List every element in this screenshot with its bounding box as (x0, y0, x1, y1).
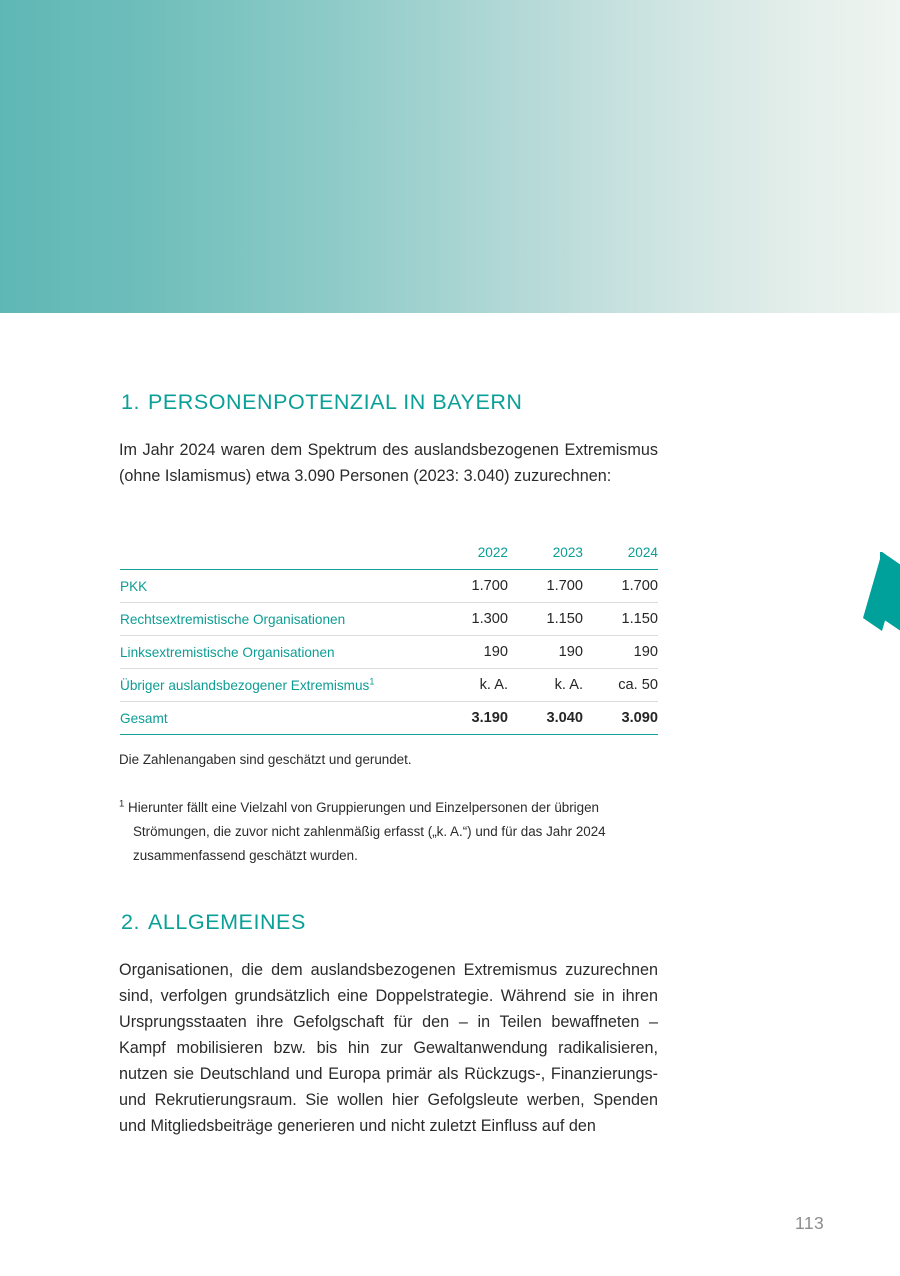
table-row (120, 636, 658, 669)
row-label-pkk: PKK (120, 578, 148, 594)
table-header (120, 538, 658, 570)
row-label-uebriger-text: Übriger auslandsbezogener Extremismus (120, 677, 370, 693)
cell-gesamt-2024: 3.090 (621, 710, 658, 726)
cell-rechts-2022: 1.300 (471, 611, 508, 627)
row-label-uebriger (120, 669, 416, 702)
section-2-title: ALLGEMEINES (148, 910, 306, 934)
section-2-paragraph: Organisationen, die dem auslandsbezogenen Extremismus zuzurechnen sind, verfolgen grundsätzlich eine Doppelstrategie. Während sie in ihren Ursprungsstaaten ihre Gefolgschaft für den – in Teilen bewaffneten – Kampf mobilisieren bzw. bis hin zur Gewaltanwendung radikalisieren, nutzen sie Deutschland und Europa primär als Rückzugs-, Finanzierungs- und Rekrutierungsraum. Sie wollen hier Gefolgsleute werben, Spenden und Mitgliedsbeiträge generieren und nicht zuletzt Einfluss auf den (119, 961, 658, 1135)
cell-links-2023: 190 (558, 644, 583, 660)
table-row-total (120, 702, 658, 735)
section-1-number: 1. (121, 390, 141, 414)
cell-pkk-2024: 1.700 (621, 578, 658, 594)
cell-uebriger-2024: ca. 50 (618, 677, 658, 693)
cell-gesamt-2022: 3.190 (471, 710, 508, 726)
section-1-paragraph: Im Jahr 2024 waren dem Spektrum des auslandsbezogenen Extremismus (ohne Islamismus) etwa 3.090 Personen (2023: 3.040) zuzurechnen: (119, 441, 658, 485)
cell-links-2024: 190 (633, 644, 658, 660)
section-heading-1 (121, 390, 522, 416)
row-footnote-marker: 1 (369, 675, 375, 686)
footnote-text: Hierunter fällt eine Vielzahl von Gruppierungen und Einzelpersonen der übrigen Strömungen, die zuvor nicht zahlenmäßig erfasst („k. A.“) und für das Jahr 2024 zusammenfassend geschätzt wurden. (128, 800, 606, 863)
table-header-row (120, 538, 658, 570)
table-header-2022: 2022 (477, 544, 508, 560)
cell-pkk-2023: 1.700 (546, 578, 583, 594)
table-row (120, 669, 658, 702)
table-header-label (120, 538, 416, 570)
table-row (120, 570, 658, 603)
cell-uebriger-2023: k. A. (554, 677, 583, 693)
cell-links-2022: 190 (483, 644, 508, 660)
page-edge-marker-icon (861, 552, 900, 631)
header-gradient-banner (0, 0, 900, 313)
row-label-rechtsextremistische: Rechtsextremistische Organisationen (120, 611, 346, 627)
cell-rechts-2024: 1.150 (621, 611, 658, 627)
personenpotenzial-table (120, 538, 658, 735)
footnote-block (119, 796, 664, 868)
cell-rechts-2023: 1.150 (546, 611, 583, 627)
table-header-2024: 2024 (627, 544, 658, 560)
footnote-1 (119, 796, 664, 868)
section-1-title: PERSONENPOTENZIAL IN BAYERN (148, 390, 523, 414)
table-estimate-note: Die Zahlenangaben sind geschätzt und gerundet. (119, 752, 412, 767)
section-2-number: 2. (121, 910, 141, 934)
row-label-linksextremistische: Linksextremistische Organisationen (120, 644, 335, 660)
table-header-2023: 2023 (552, 544, 583, 560)
table-body (120, 570, 658, 735)
row-label-gesamt: Gesamt (120, 710, 168, 726)
cell-pkk-2022: 1.700 (471, 578, 508, 594)
section-heading-2 (121, 910, 306, 936)
cell-uebriger-2022: k. A. (479, 677, 508, 693)
footnote-marker: 1 (119, 798, 125, 810)
page-number: 113 (795, 1213, 825, 1233)
cell-gesamt-2023: 3.040 (546, 710, 583, 726)
table-row (120, 603, 658, 636)
